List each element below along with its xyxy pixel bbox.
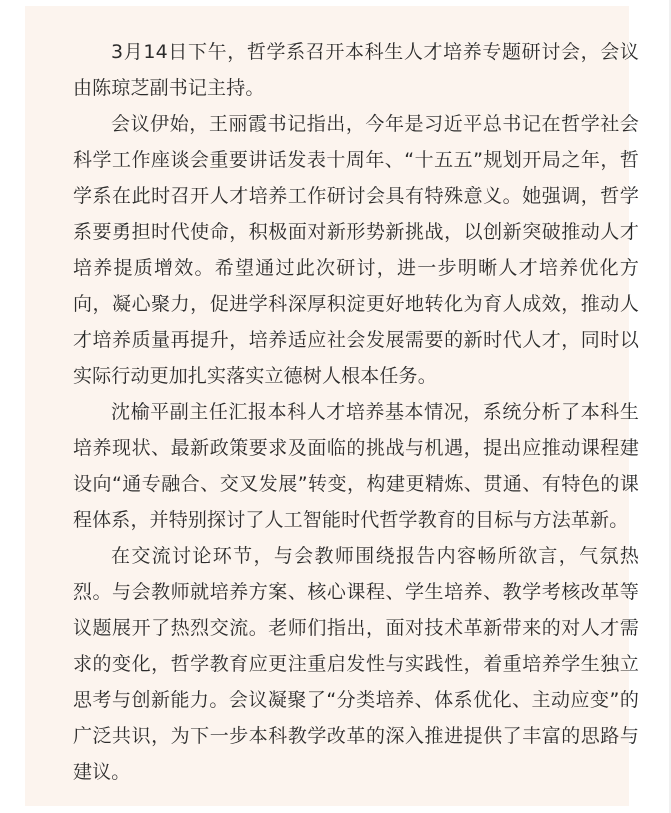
paragraph-discussion: 在交流讨论环节，与会教师围绕报告内容畅所欲言，气氛热烈。与会教师就培养方案、核心课程、学生培养、教学考核改革等议题展开了热烈交流。老师们指出，面对技术革新带来的对人才需求的变化，哲学教育应更注重启发性与实践性，着重培养学生独立思考与创新能力。会议凝聚了“分类培养、体系优化、主动应变”的广泛共识，为下一步本科教学改革的深入推进提供了丰富的思路与建议。 (73, 545, 639, 783)
paragraph-secretary-speech: 会议伊始，王丽霞书记指出，今年是习近平总书记在哲学社会科学工作座谈会重要讲话发表十周年、“十五五”规划开局之年，哲学系在此时召开人才培养工作研讨会具有特殊意义。她强调，哲学系要勇担时代使命，积极面对新形势新挑战，以创新突破推动人才培养提质增效。希望通过此次研讨，进一步明晰人才培养优化方向，凝心聚力，促进学科深厚积淀更好地转化为育人成效，推动人才培养质量再提升，培养适应社会发展需要的新时代人才，同时以实际行动更加扎实落实立德树人根本任务。 (73, 113, 639, 387)
article-body (73, 34, 639, 790)
article-panel (25, 6, 639, 806)
paragraph-training-report: 沈榆平副主任汇报本科人才培养基本情况，系统分析了本科生培养现状、最新政策要求及面临的挑战与机遇，提出应推动课程建设向“通专融合、交叉发展”转变，构建更精炼、贯通、有特色的课程体系，并特别探讨了人工智能时代哲学教育的目标与方法革新。 (73, 401, 639, 531)
paragraph-meeting-intro: 3月14日下午，哲学系召开本科生人才培养专题研讨会，会议由陈琼芝副书记主持。 (73, 41, 639, 99)
